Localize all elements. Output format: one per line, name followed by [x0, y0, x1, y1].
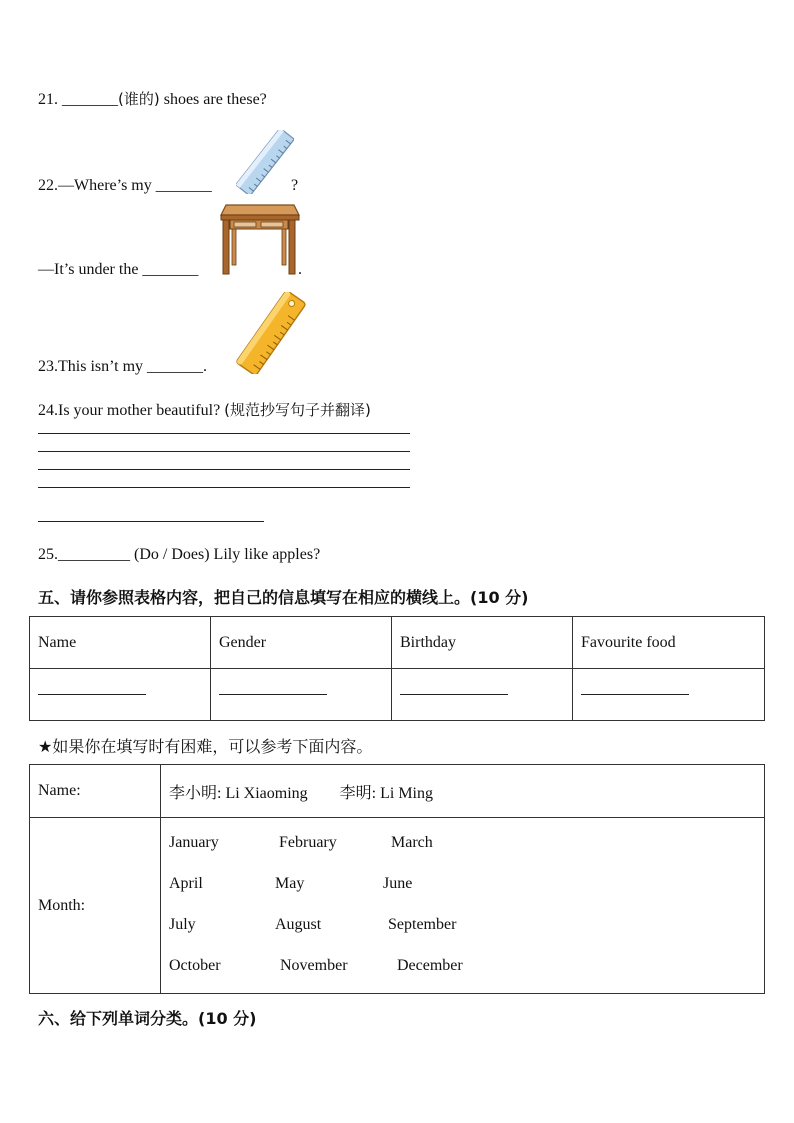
q21-blank: _______ — [62, 91, 118, 108]
q24-instruction: (规范抄写句子并翻译) — [224, 401, 371, 419]
month-march: March — [391, 833, 433, 851]
month-list — [161, 818, 765, 994]
month-june: June — [383, 874, 413, 892]
month-october: October — [169, 956, 221, 974]
ref-names-text: 李小明: Li Xiaoming 李明: Li Ming — [169, 784, 433, 802]
header-gender: Gender — [211, 617, 392, 669]
question-22-line2: —It’s under the _______ — [38, 261, 199, 278]
question-21 — [38, 88, 267, 109]
question-22-line1 — [38, 177, 212, 195]
month-may: May — [275, 874, 305, 892]
q22-period: . — [298, 261, 302, 278]
answer-line-4[interactable] — [38, 487, 410, 488]
month-row-1 — [169, 824, 756, 865]
birthday-blank[interactable] — [400, 694, 508, 695]
question-23: 23.This isn’t my _______. — [38, 358, 208, 375]
month-row-3 — [169, 906, 756, 947]
section-6-heading: 六、给下列单词分类。(10 分) — [38, 1009, 257, 1028]
header-birthday: Birthday — [392, 617, 573, 669]
name-cell[interactable] — [30, 669, 211, 721]
answer-line-2[interactable] — [38, 451, 410, 452]
gender-blank[interactable] — [219, 694, 327, 695]
q21-text: shoes are these? — [163, 91, 267, 108]
reference-note: ★如果你在填写时有困难，可以参考下面内容。 — [38, 737, 373, 756]
q21-hint: (谁的) — [118, 90, 160, 108]
month-july: July — [169, 915, 196, 933]
favourite-food-blank[interactable] — [581, 694, 689, 695]
name-blank[interactable] — [38, 694, 146, 695]
question-25: 25._________ (Do / Does) Lily like apples? — [38, 546, 321, 563]
month-august: August — [275, 915, 322, 933]
birthday-cell[interactable] — [392, 669, 573, 721]
q21-number: 21. — [38, 91, 58, 108]
month-december: December — [397, 956, 463, 974]
header-name: Name — [30, 617, 211, 669]
ref-name-label: Name: — [30, 765, 161, 818]
q22-number: 22. — [38, 177, 58, 194]
month-row-2 — [169, 865, 756, 906]
q24-english: 24.Is your mother beautiful? — [38, 402, 221, 419]
answer-line-5[interactable] — [38, 521, 264, 522]
ref-names — [161, 765, 765, 818]
month-september: September — [388, 915, 457, 933]
question-24 — [38, 399, 371, 420]
gender-cell[interactable] — [211, 669, 392, 721]
month-february: February — [279, 833, 337, 851]
answer-line-3[interactable] — [38, 469, 410, 470]
q22-question-mark: ? — [291, 177, 299, 194]
desk-image — [218, 202, 300, 276]
ruler-blue-image — [236, 130, 294, 194]
ref-month-label: Month: — [30, 818, 161, 994]
answer-line-1[interactable] — [38, 433, 410, 434]
month-row-4 — [169, 947, 756, 988]
month-november: November — [280, 956, 348, 974]
reference-table — [29, 764, 765, 994]
ruler-yellow-image — [234, 292, 308, 374]
favourite-food-cell[interactable] — [573, 669, 765, 721]
info-table — [29, 616, 765, 721]
q22-line1-text: —Where’s my _______ — [58, 177, 212, 194]
header-favourite-food: Favourite food — [573, 617, 765, 669]
month-january: January — [169, 833, 219, 851]
section-5-heading: 五、请你参照表格内容，把自己的信息填写在相应的横线上。(10 分) — [38, 588, 529, 607]
month-april: April — [169, 874, 203, 892]
